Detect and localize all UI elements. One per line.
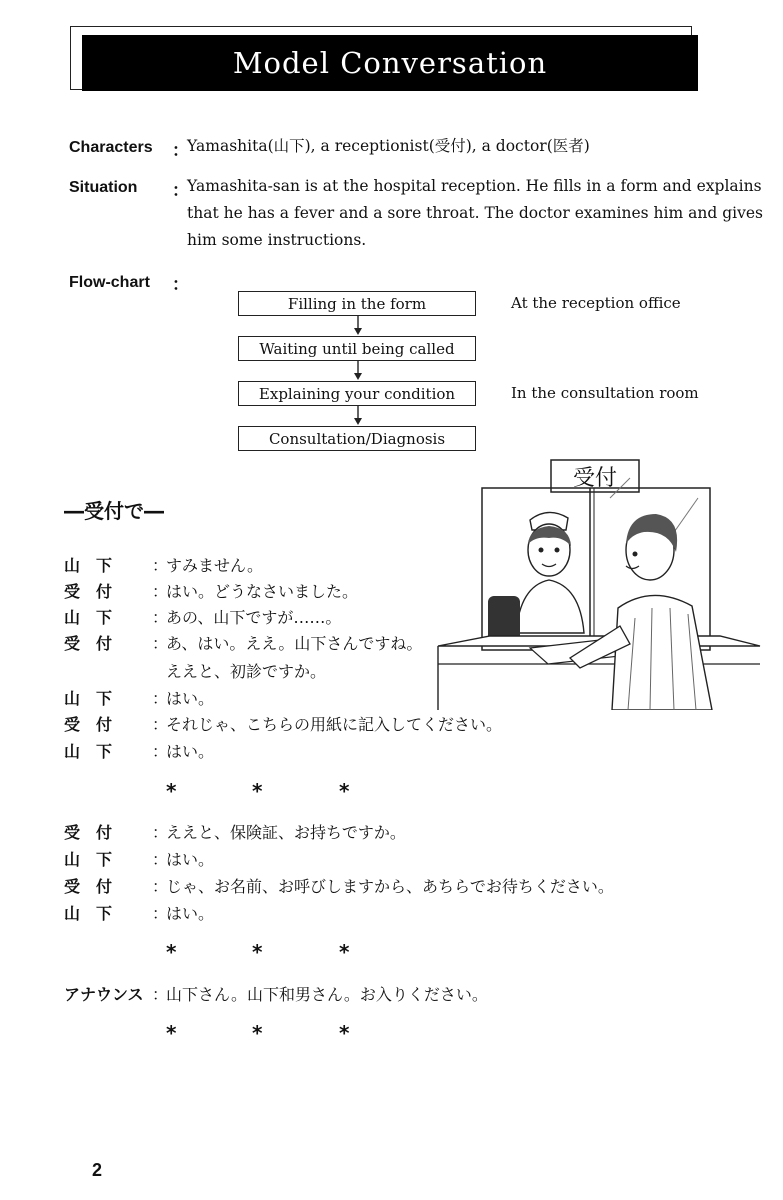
speaker-label: アナウンス — [64, 985, 144, 1004]
page-number: 2 — [92, 1160, 103, 1180]
dialogue-colon: ： — [152, 985, 169, 1004]
dialogue-text: はい。 — [166, 689, 215, 708]
dialogue-text: それじゃ、こちらの用紙に記入してください。 — [166, 715, 503, 734]
arrow-down-icon — [351, 406, 365, 426]
separator-star: * — [339, 779, 350, 803]
dialogue-text: ええと、保険証、お持ちですか。 — [166, 823, 406, 842]
dialogue-text: あ、はい。ええ。山下さんですね。 — [166, 634, 423, 653]
flowchart-label: Flow-chart — [69, 274, 150, 291]
reception-sign-text: 受付 — [572, 466, 618, 491]
section-heading: ―受付で― — [64, 499, 164, 523]
speaker-label: 受 付 — [64, 715, 113, 734]
dialogue-text-continued: ええと、初診ですか。 — [166, 662, 327, 681]
dialogue-line — [64, 847, 764, 871]
separator-star: * — [252, 779, 263, 803]
speaker-label: 受 付 — [64, 877, 113, 896]
dialogue-colon: ： — [152, 850, 169, 869]
separator-star: * — [252, 1021, 263, 1045]
separator-star: * — [339, 1021, 350, 1045]
dialogue-line — [64, 605, 764, 629]
dialogue-line — [64, 579, 764, 603]
dialogue-colon: ： — [152, 608, 169, 627]
dialogue-text: はい。 — [166, 742, 215, 761]
flowchart-colon: ： — [172, 275, 189, 294]
title-bar — [82, 35, 698, 91]
separator-star: * — [166, 1021, 177, 1045]
separator-star: * — [252, 940, 263, 964]
situation-text — [187, 173, 763, 254]
dialogue-colon: ： — [152, 742, 169, 761]
dialogue-text: はい。 — [166, 904, 215, 923]
dialogue-text: すみません。 — [166, 556, 263, 575]
situation-colon: ： — [172, 181, 189, 200]
dialogue-colon: ： — [152, 877, 169, 896]
dialogue-colon: ： — [152, 634, 169, 653]
dialogue-text: じゃ、お名前、お呼びしますから、あちらでお待ちください。 — [166, 877, 614, 896]
flowchart-step: Explaining your condition — [238, 381, 476, 406]
dialogue-text: 山下さん。山下和男さん。お入りください。 — [166, 985, 488, 1004]
situation-line: that he has a fever and a sore throat. The doctor examines him and gives — [187, 204, 763, 222]
dialogue-colon: ： — [152, 904, 169, 923]
dialogue-colon: ： — [152, 556, 169, 575]
dialogue-colon: ： — [152, 582, 169, 601]
flowchart-step: Waiting until being called — [238, 336, 476, 361]
separator-star: * — [166, 940, 177, 964]
speaker-label: 受 付 — [64, 634, 113, 653]
dialogue-line — [64, 739, 764, 763]
speaker-label: 山 下 — [64, 556, 113, 575]
characters-colon: ： — [172, 141, 189, 160]
dialogue-line — [64, 712, 764, 736]
dialogue-colon: ： — [152, 715, 169, 734]
speaker-label: 受 付 — [64, 582, 113, 601]
dialogue-line — [64, 901, 764, 925]
flowchart-note-reception: At the reception office — [511, 294, 681, 312]
speaker-label: 山 下 — [64, 904, 113, 923]
arrow-down-icon — [351, 316, 365, 336]
separator-star: * — [339, 940, 350, 964]
flowchart-step: Filling in the form — [238, 291, 476, 316]
speaker-label: 山 下 — [64, 608, 113, 627]
flowchart-note-consultation: In the consultation room — [511, 384, 699, 402]
dialogue-colon: ： — [152, 823, 169, 842]
speaker-label: 山 下 — [64, 742, 113, 761]
characters-label: Characters — [69, 139, 153, 156]
dialogue-line — [64, 553, 764, 577]
dialogue-text: はい。 — [166, 850, 215, 869]
dialogue-line — [64, 686, 764, 710]
dialogue-colon: ： — [152, 689, 169, 708]
page-title: Model Conversation — [232, 46, 548, 80]
dialogue-text: あの、山下ですが……。 — [166, 608, 342, 627]
speaker-label: 山 下 — [64, 689, 113, 708]
situation-label: Situation — [69, 179, 138, 196]
situation-line: him some instructions. — [187, 231, 367, 249]
dialogue-line — [64, 982, 764, 1006]
characters-text: Yamashita(山下), a receptionist(受付), a doctor(医者) — [187, 137, 590, 155]
dialogue-line — [64, 874, 764, 898]
dialogue-line — [64, 631, 764, 681]
speaker-label: 山 下 — [64, 850, 113, 869]
separator-star: * — [166, 779, 177, 803]
arrow-down-icon — [351, 361, 365, 381]
situation-line: Yamashita-san is at the hospital reception. He fills in a form and explains — [187, 177, 762, 195]
dialogue-text: はい。どうなさいました。 — [166, 582, 359, 601]
flowchart-step: Consultation/Diagnosis — [238, 426, 476, 451]
speaker-label: 受 付 — [64, 823, 113, 842]
dialogue-line — [64, 820, 764, 844]
